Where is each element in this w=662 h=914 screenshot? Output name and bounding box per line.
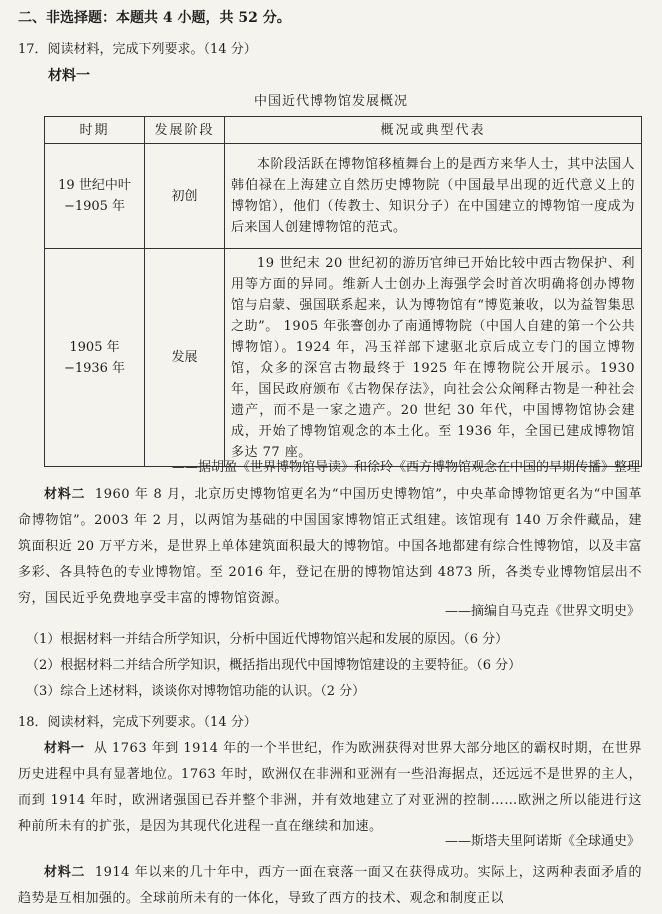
q18-material-2-label: 材料二 [44,865,86,880]
source-citation-2: ——摘编自马克垚《世界文明史》 [444,604,640,619]
row-period: 1905 年 −1936 年 [45,249,145,467]
material-1-label: 材料一 [48,68,90,84]
header-overview: 概况或典型代表 [225,117,642,144]
material-2-text: 1960 年 8 月，北京历史博物馆更名为“中国历史博物馆”，中央革命博物馆更名为“中国革命博物馆”。2003 年 2 月，以两馆为基础的中国国家博物馆正式组建。该馆现有 140 万余件藏品，建筑面积近 20 万平方米，是世界上单体建筑面积最大的博物馆。中国各地都建有综合性博物馆，以及丰富多彩、各具特色的专业博物馆。至 2016 年，登记在册的博物馆达到 4873 所，各类专业博物馆层出不穷，国民近乎免费地享受丰富的博物馆资源。 [18,487,642,606]
museum-development-table [44,116,642,467]
table-row [45,144,642,249]
source-citation-1: ——据胡盈《世界博物馆导读》和徐玲《西方博物馆观念在中国的早期传播》整理 [171,460,640,475]
table-header-row [45,117,642,144]
q18-material-1-paragraph [18,736,642,840]
row-stage: 发展 [145,249,225,467]
row-desc: 19 世纪末 20 世纪初的游历官绅已开始比较中西古物保护、利用等方面的异同。维新人士创办上海强学会时首次明确将创办博物馆与启蒙、强国联系起来，认为博物馆有“博览兼收，以为益智集思之助”。 1905 年张謇创办了南通博物院（中国人自建的第一个公共博物馆）。1924 年，冯玉祥部下逮驱北京后成立专门的国立博物馆，众多的深宫古物最终于 1925 年在博物院公开展示。1930 年，国民政府颁布《古物保存法》，向社会公众阐释古物是一种社会遗产，而不是一家之遗产。20 世纪 30 年代，中国博物馆协会建成，开始了博物馆观念的本土化。至 1936 年，全国已建成博物馆多达 77 座。 [225,249,642,467]
row-stage: 初创 [145,144,225,249]
q18-material-1-text: 从 1763 年到 1914 年的一个半世纪，作为欧洲获得对世界大部分地区的霸权时期，在世界历史进程中具有显著地位。1763 年时，欧洲仅在非洲和亚洲有一些沿海据点，还远远不是世界的主人，而到 1914 年时，欧洲诸强国已吞并整个非洲，并有效地建立了对亚洲的控制……欧洲之所以能进行这种前所未有的扩张，是因为其现代化进程一直在继续和加速。 [18,741,642,834]
question-18-stem: 18．阅读材料，完成下列要求。（14 分） [18,715,257,730]
table-title: 中国近代博物馆发展概况 [253,94,408,109]
q18-source-citation-1: ——斯塔夫里阿诺斯《全球通史》 [444,834,640,849]
sub-question-3: （3）综合上述材料，谈谈你对博物馆功能的认识。（2 分） [26,684,366,699]
header-period: 时期 [45,117,145,144]
material-2-label: 材料二 [44,487,86,502]
sub-question-2: （2）根据材料二并结合所学知识，概括指出现代中国博物馆建设的主要特征。（6 分） [26,658,522,673]
question-17-stem: 17．阅读材料，完成下列要求。（14 分） [18,42,257,57]
q18-material-1-label: 材料一 [44,741,85,756]
section-title: 二、非选择题：本题共 4 小题，共 52 分。 [18,10,291,26]
table-row [45,249,642,467]
sub-question-1: （1）根据材料一并结合所学知识，分析中国近代博物馆兴起和发展的原因。（6 分） [26,632,509,647]
header-stage: 发展阶段 [145,117,225,144]
q18-material-2-paragraph [18,860,642,912]
row-desc: 本阶段活跃在博物馆移植舞台上的是西方来华人士，其中法国人韩伯禄在上海建立自然历史博物院（中国最早出现的近代意义上的博物馆），他们（传教士、知识分子）在中国建立的博物馆一度成为后来国人创建博物馆的范式。 [225,144,642,249]
row-period: 19 世纪中叶 −1905 年 [45,144,145,249]
material-2-paragraph [18,482,642,612]
q18-material-2-text: 1914 年以来的几十年中，西方一面在衰落一面又在获得成功。实际上，这两种表面矛盾的趋势是互相加强的。全球前所未有的一体化，导致了西方的技术、观念和制度正以 [18,865,643,906]
